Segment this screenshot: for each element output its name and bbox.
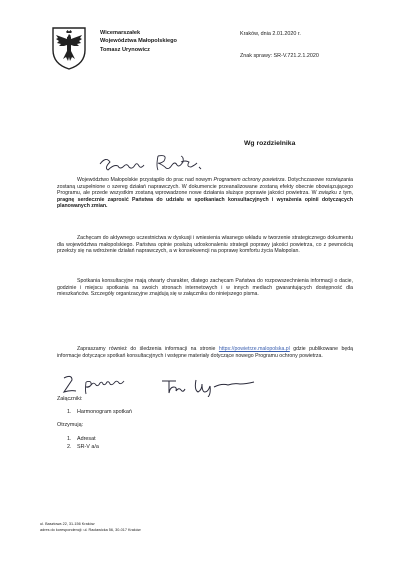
recipients-label: Otrzymują: [57, 422, 84, 428]
paragraph-encouragement: Zachęcam do aktywnego uczestnictwa w dyskusji i wniesienia własnego wkładu w tworzenie strategicznego dokumentu dla województwa małopolskiego. Państwa opinie posłużą udoskonaleniu strategii poprawy jakości powietrza, co z pewnością przełoży się na wdrożenie działań naprawczych, a w konsekwencji na poprawę komfortu życia Małopolan. [57, 235, 353, 255]
letter-date: Kraków, dnia 2.01.2020 r. [240, 31, 301, 37]
handwritten-salutation [96, 150, 216, 174]
eagle-emblem-icon [50, 26, 88, 70]
addressee: Wg rozdzielnika [244, 140, 296, 147]
sender-title: Wicemarszałek [100, 30, 141, 36]
website-link[interactable]: https://powietrze.malopolska.pl [218, 346, 290, 352]
footer-correspondence-address: adres do korespondencji: ul. Racławicka 56, 30-017 Kraków [40, 528, 141, 532]
enclosures-label: Załączniki: [57, 396, 83, 402]
sender-name: Tomasz Urynowicz [100, 46, 150, 53]
enclosure-item: 1. Harmonogram spotkań [67, 409, 132, 415]
reference-number: Znak sprawy: SR-V.721.2.1.2020 [240, 53, 319, 59]
paragraph-meetings: Spotkania konsultacyjne mają otwarty charakter, dlatego zachęcam Państwa do rozpowszechnienia informacji o dacie, godzinie i miejscu spotkania na swoich stronach internetowych i w innych mediach gwarantujących dostępność dla mieszkańców. Szczegóły organizacyjne znajdują się w załączniku do niniejszego pisma. [57, 278, 353, 298]
paragraph-invitation: Województwo Małopolskie przystąpiło do prac nad nowym Programem ochrony powietrza. Dotychczasowe rozwiązania zostaną uzupełnione o szereg działań naprawczych. W dokumencie przeanalizowane zostaną efekty obecnie obowiązującego Programu, ale przede wszystkim zostaną wprowadzone nowe działania służące poprawie jakości powietrza. W związku z tym, pragnę serdecznie zaprosić Państwa do udziału w spotkaniach konsultacyjnych i wyrażenia opinii dotyczących planowanych zmian. [57, 177, 354, 210]
footer-address: ul. Basztowa 22, 31-156 Kraków [40, 522, 95, 526]
recipient-item: 2. SR-V a/a [67, 444, 99, 450]
sender-office: Województwa Małopolskiego [100, 38, 177, 45]
handwritten-closing [60, 372, 160, 396]
recipient-item: 1. Adresat [67, 436, 96, 442]
signature [160, 375, 260, 397]
paragraph-website: Zapraszamy również do śledzenia informacji na stronie https://powietrze.malopolska.pl gdzie publikowane będą informacje dotyczące spotkań konsultacyjnych i wstępne materiały dotyczące nowego Programu ochrony powietrza. [57, 346, 353, 359]
sender-block [100, 29, 177, 54]
